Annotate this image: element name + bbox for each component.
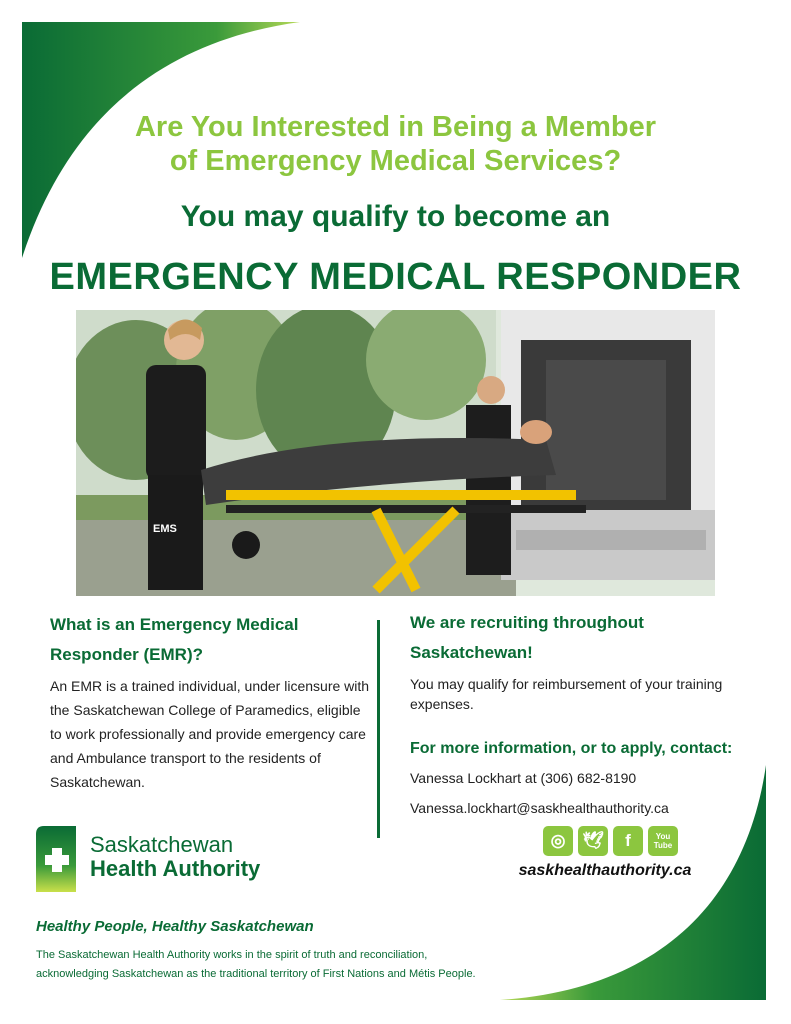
tagline: Healthy People, Healthy Saskatchewan xyxy=(36,918,314,935)
emr-heading-line2: Responder (EMR)? xyxy=(50,645,203,664)
column-divider xyxy=(377,620,380,838)
emr-info-section xyxy=(50,610,370,794)
logo-text-line1: Saskatchewan xyxy=(90,832,234,857)
recruiting-description: You may qualify for reimbursement of your training expenses. xyxy=(410,676,723,712)
role-title: EMERGENCY MEDICAL RESPONDER xyxy=(49,256,742,298)
logo-text-line2: Health Authority xyxy=(90,856,261,881)
emr-description: An EMR is a trained individual, under licensure with the Saskatchewan College of Paramedics, eligible to work professionally and provide emergency care and Ambulance transport to the residents of Saskatchewan. xyxy=(50,678,370,790)
emr-heading-line1: What is an Emergency Medical xyxy=(50,615,299,634)
facebook-icon[interactable]: f xyxy=(613,826,643,856)
contact-heading: For more information, or to apply, contact: xyxy=(410,740,733,757)
social-icons xyxy=(543,826,678,856)
recruiting-heading-line2: Saskatchewan! xyxy=(410,643,533,662)
photo-badge: EMS xyxy=(153,523,177,535)
footer-line2: acknowledging Saskatchewan as the traditional territory of First Nations and Métis People. xyxy=(36,968,476,980)
logo-mark-icon xyxy=(36,826,80,892)
headline-line2: of Emergency Medical Services? xyxy=(169,145,622,177)
website-link[interactable]: saskhealthauthority.ca xyxy=(518,862,692,879)
footer-acknowledgement xyxy=(36,946,556,984)
contact-email[interactable]: Vanessa.lockhart@saskhealthauthority.ca xyxy=(410,800,669,816)
sha-logo xyxy=(36,826,286,892)
recruiting-section xyxy=(410,608,750,818)
footer-line1: The Saskatchewan Health Authority works in the spirit of truth and reconciliation, xyxy=(36,949,428,961)
headline-line1: Are You Interested in Being a Member xyxy=(134,111,657,143)
instagram-icon[interactable]: ◎ xyxy=(543,826,573,856)
contact-phone: Vanessa Lockhart at (306) 682-8190 xyxy=(410,770,637,786)
qualify-text: You may qualify to become an xyxy=(180,200,611,233)
youtube-icon[interactable]: You Tube xyxy=(648,826,678,856)
paramedics-photo xyxy=(76,310,715,596)
recruiting-heading-line1: We are recruiting throughout xyxy=(410,613,644,632)
twitter-icon[interactable]: 🕊 xyxy=(578,826,608,856)
headline xyxy=(60,110,731,178)
